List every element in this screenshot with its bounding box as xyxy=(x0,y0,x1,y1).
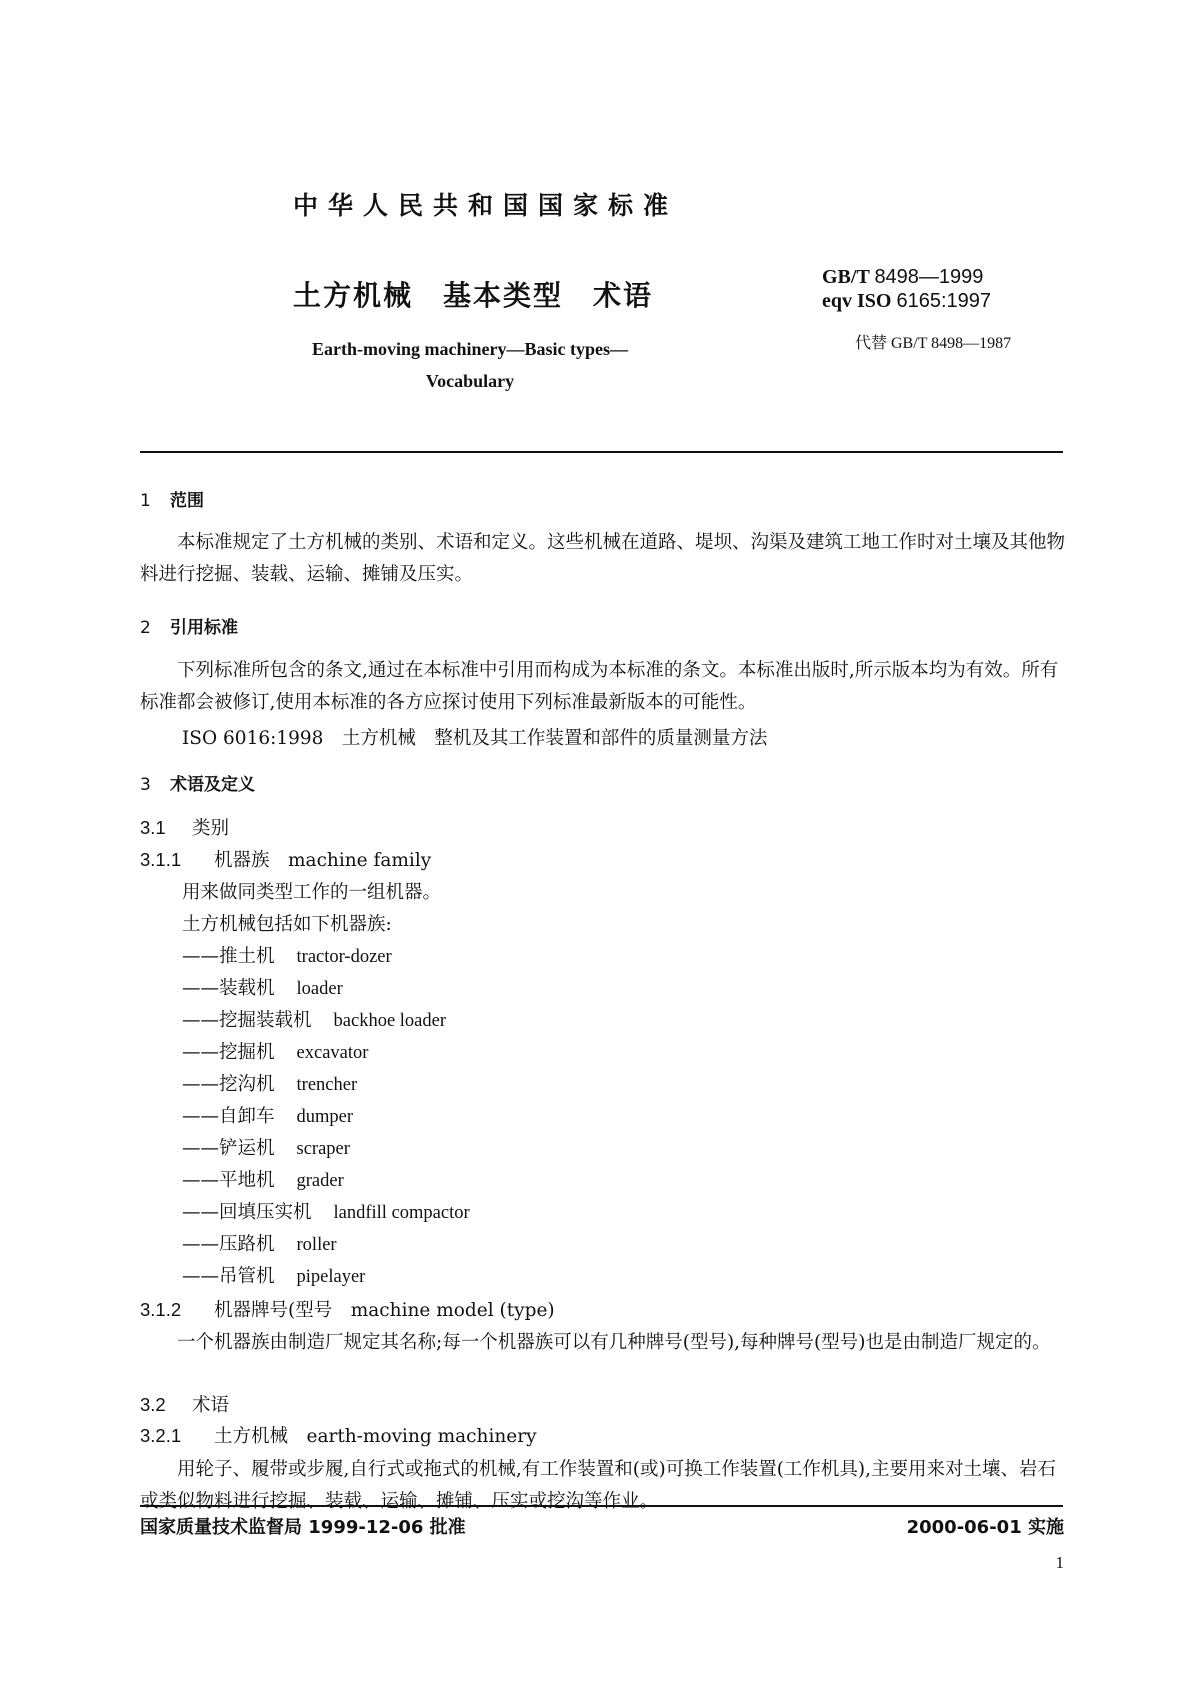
family-name-zh: ——铲运机 xyxy=(182,1138,275,1159)
family-name-zh: ——挖沟机 xyxy=(182,1074,275,1095)
family-name-en: excavator xyxy=(296,1043,369,1063)
family-name-zh: ——装载机 xyxy=(182,978,275,999)
clause-3-2-1-body: 用轮子、履带或步履,自行式或拖式的机械,有工作装置和(或)可换工作装置(工作机具),主要用来对土壤、岩石或类似物料进行挖掘、装载、运输、摊铺、压实或挖沟等作业。 xyxy=(140,1459,1057,1512)
clause-3-1 xyxy=(140,814,229,840)
clause-title: 术语 xyxy=(192,1395,230,1416)
header-divider xyxy=(140,451,1063,453)
family-name-en: trencher xyxy=(296,1075,358,1095)
clause-3-1-2-body: 一个机器族由制造厂规定其名称;每一个机器族可以有几种牌号(型号),每种牌号(型号)也是由制造厂规定的。 xyxy=(177,1332,1051,1353)
family-name-en: grader xyxy=(296,1171,344,1191)
family-name-en: scraper xyxy=(296,1139,350,1159)
clause-title: 机器族 machine family xyxy=(214,850,432,871)
section-number: 1 xyxy=(140,491,151,511)
family-name-zh: ——压路机 xyxy=(182,1234,275,1255)
family-name-zh: ——挖掘机 xyxy=(182,1042,275,1063)
machine-family-item xyxy=(182,1166,344,1192)
footer-divider xyxy=(140,1505,1063,1507)
clause-3-1-1-definition: 用来做同类型工作的一组机器。 xyxy=(182,882,442,903)
standard-prefix: GB/T xyxy=(822,266,870,288)
family-name-en: dumper xyxy=(296,1107,354,1127)
eqv-number: 6165:1997 xyxy=(896,290,992,312)
clause-number: 3.2 xyxy=(140,1394,166,1415)
section-title: 术语及定义 xyxy=(170,775,255,795)
issuing-authority: 中华人民共和国国家标准 xyxy=(293,191,679,220)
family-name-en: loader xyxy=(296,979,343,999)
family-name-en: roller xyxy=(296,1235,337,1255)
machine-family-item xyxy=(182,942,392,968)
section-1-heading xyxy=(140,486,204,511)
machine-family-item xyxy=(182,974,343,1000)
clause-3-2 xyxy=(140,1391,229,1417)
clause-3-1-1 xyxy=(140,846,431,872)
document-title-zh xyxy=(293,274,653,314)
clause-number: 3.1.2 xyxy=(140,1299,182,1320)
section-title: 范围 xyxy=(170,491,204,511)
effective-date: 2000-06-01 实施 xyxy=(906,1517,1064,1538)
machine-family-item xyxy=(182,1038,368,1064)
equivalent-standard xyxy=(822,290,991,313)
title-part-1: 土方机械 xyxy=(293,279,414,312)
machine-family-item xyxy=(182,1134,350,1160)
eqv-prefix: eqv ISO xyxy=(822,290,892,312)
section-2-body: 下列标准所包含的条文,通过在本标准中引用而构成为本标准的条文。本标准出版时,所示版本均为有效。所有标准都会被修订,使用本标准的各方应探讨使用下列标准最新版本的可能性。 xyxy=(140,660,1059,713)
clause-title: 土方机械 earth-moving machinery xyxy=(214,1426,537,1447)
section-number: 3 xyxy=(140,775,151,795)
family-name-zh: ——挖掘装载机 xyxy=(182,1010,312,1031)
normative-reference: ISO 6016:1998 土方机械 整机及其工作装置和部件的质量测量方法 xyxy=(182,728,768,749)
clause-3-2-1 xyxy=(140,1422,537,1448)
standard-number xyxy=(822,266,983,289)
clause-number: 3.2.1 xyxy=(140,1425,182,1446)
clause-title: 类别 xyxy=(192,818,230,839)
clause-3-1-1-intro: 土方机械包括如下机器族: xyxy=(182,914,392,935)
section-1-body: 本标准规定了土方机械的类别、术语和定义。这些机械在道路、堤坝、沟渠及建筑工地工作时对土壤及其他物料进行挖掘、装载、运输、摊铺及压实。 xyxy=(140,532,1066,585)
clause-title: 机器牌号(型号 machine model (type) xyxy=(214,1300,555,1321)
title-part-2: 基本类型 xyxy=(443,279,564,312)
section-number: 2 xyxy=(140,618,151,638)
family-name-zh: ——推土机 xyxy=(182,946,275,967)
section-2-heading xyxy=(140,613,238,638)
clause-number: 3.1.1 xyxy=(140,849,182,870)
family-name-zh: ——自卸车 xyxy=(182,1106,275,1127)
title-part-3: 术语 xyxy=(593,279,654,312)
clause-number: 3.1 xyxy=(140,817,166,838)
family-name-en: landfill compactor xyxy=(333,1203,470,1223)
machine-family-item xyxy=(182,1070,357,1096)
family-name-en: tractor-dozer xyxy=(296,947,392,967)
family-name-en: pipelayer xyxy=(296,1267,366,1287)
machine-family-item xyxy=(182,1262,365,1288)
section-title: 引用标准 xyxy=(170,618,238,638)
page-number: 1 xyxy=(1055,1553,1064,1572)
machine-family-item xyxy=(182,1198,470,1224)
family-name-zh: ——回填压实机 xyxy=(182,1202,312,1223)
document-title-en: Earth-moving machinery—Basic types—Vocabulary xyxy=(312,339,628,391)
machine-family-item xyxy=(182,1230,337,1256)
family-name-en: backhoe loader xyxy=(333,1011,446,1031)
section-3-heading xyxy=(140,770,255,795)
machine-family-item xyxy=(182,1102,353,1128)
replaces-note: 代替 GB/T 8498—1987 xyxy=(855,335,1012,352)
family-name-zh: ——平地机 xyxy=(182,1170,275,1191)
machine-family-item xyxy=(182,1006,446,1032)
approval-note: 国家质量技术监督局 1999-12-06 批准 xyxy=(140,1517,466,1538)
family-name-zh: ——吊管机 xyxy=(182,1266,275,1287)
standard-number-value: 8498—1999 xyxy=(874,266,984,288)
clause-3-1-2 xyxy=(140,1296,555,1322)
